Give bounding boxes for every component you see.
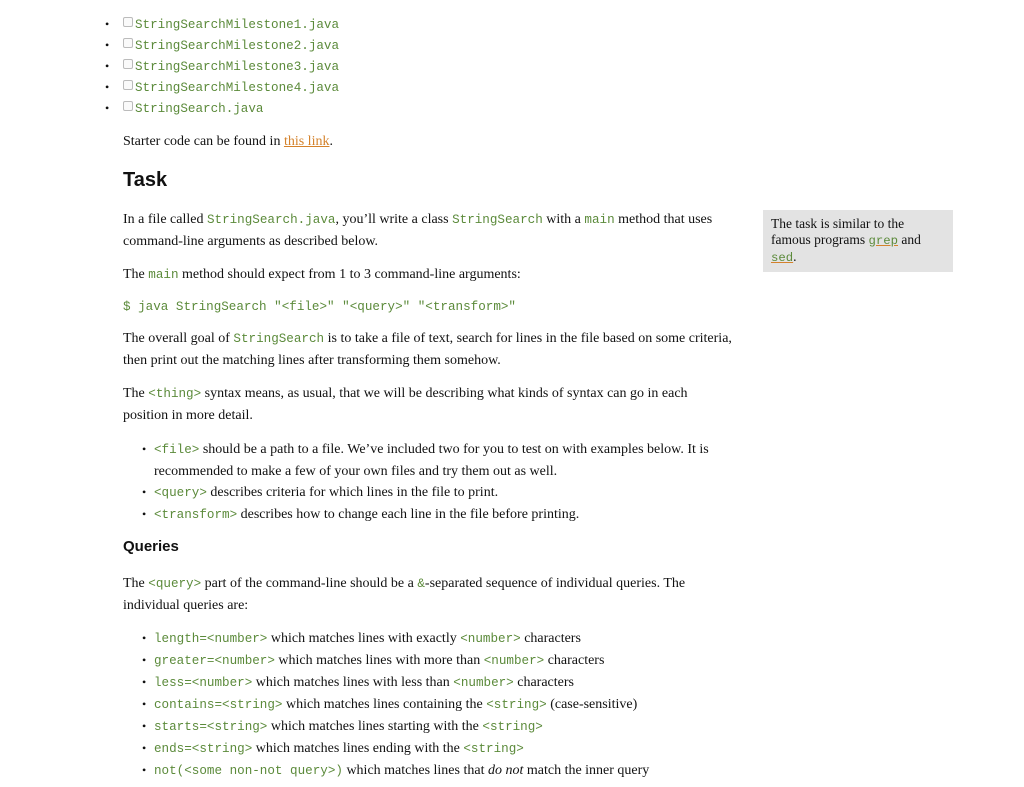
list-item: • contains=<string> which matches lines containing the <string> (case-sensitive)	[142, 697, 638, 712]
list-item: • <query> describes criteria for which lines in the file to print.	[142, 485, 499, 500]
checkbox[interactable]	[123, 59, 133, 69]
sidebar-note: The task is similar to the famous programs grep and sed.	[763, 210, 953, 272]
list-item: • StringSearchMilestone1.java	[105, 17, 340, 32]
list-item: • greater=<number> which matches lines with more than <number> characters	[142, 653, 605, 668]
sed-link[interactable]: sed	[771, 251, 794, 265]
list-item: • StringSearchMilestone3.java	[105, 59, 340, 74]
list-item: • StringSearch.java	[105, 101, 264, 116]
file-name: StringSearch.java	[135, 102, 264, 116]
checkbox[interactable]	[123, 17, 133, 27]
list-item: • ends=<string> which matches lines ending with the <string>	[142, 741, 524, 756]
list-item: • StringSearchMilestone4.java	[105, 80, 340, 95]
checkbox[interactable]	[123, 38, 133, 48]
queries-heading: Queries	[123, 538, 179, 555]
task-paragraph-1: In a file called StringSearch.java, you’ll write a class StringSearch with a main method that uses command-line arguments as described below.	[123, 212, 713, 249]
task-paragraph-4: The <thing> syntax means, as usual, that we will be describing what kinds of syntax can go in each position in more detail.	[123, 386, 688, 423]
file-name: StringSearchMilestone4.java	[135, 81, 340, 95]
command-example: $ java StringSearch "<file>" "<query>" "<transform>"	[123, 300, 516, 314]
file-name: StringSearchMilestone3.java	[135, 60, 340, 74]
list-item: • StringSearchMilestone2.java	[105, 38, 340, 53]
list-item: • length=<number> which matches lines with exactly <number> characters	[142, 631, 581, 646]
starter-file-list	[105, 14, 340, 119]
task-heading: Task	[123, 169, 168, 191]
checkbox[interactable]	[123, 80, 133, 90]
starter-code-link[interactable]: this link	[283, 134, 330, 149]
list-item: • not(<some non-not query>) which matches lines that do not match the inner query	[142, 763, 650, 778]
file-name: StringSearchMilestone1.java	[135, 18, 340, 32]
argument-list	[123, 439, 733, 526]
list-item: • less=<number> which matches lines with less than <number> characters	[142, 675, 574, 690]
task-paragraph-3: The overall goal of StringSearch is to take a file of text, search for lines in the file based on some criteria, then print out the matching lines after transforming them somehow.	[123, 331, 732, 368]
query-list	[123, 628, 733, 782]
list-item: • <transform> describes how to change each line in the file before printing.	[142, 507, 580, 522]
list-item: • starts=<string> which matches lines starting with the <string>	[142, 719, 543, 734]
grep-link[interactable]: grep	[868, 234, 899, 248]
queries-intro: The <query> part of the command-line should be a &-separated sequence of individual queries. The individual queries are:	[123, 576, 686, 613]
task-paragraph-2: The main method should expect from 1 to 3 command-line arguments:	[123, 267, 521, 282]
checkbox[interactable]	[123, 101, 133, 111]
list-item: • <file> should be a path to a file. We’ve included two for you to test on with examples below. It is recommended to make a few of your own files and try them out as well.	[142, 442, 709, 479]
file-name: StringSearchMilestone2.java	[135, 39, 340, 53]
starter-paragraph: Starter code can be found in this link.	[123, 134, 333, 149]
